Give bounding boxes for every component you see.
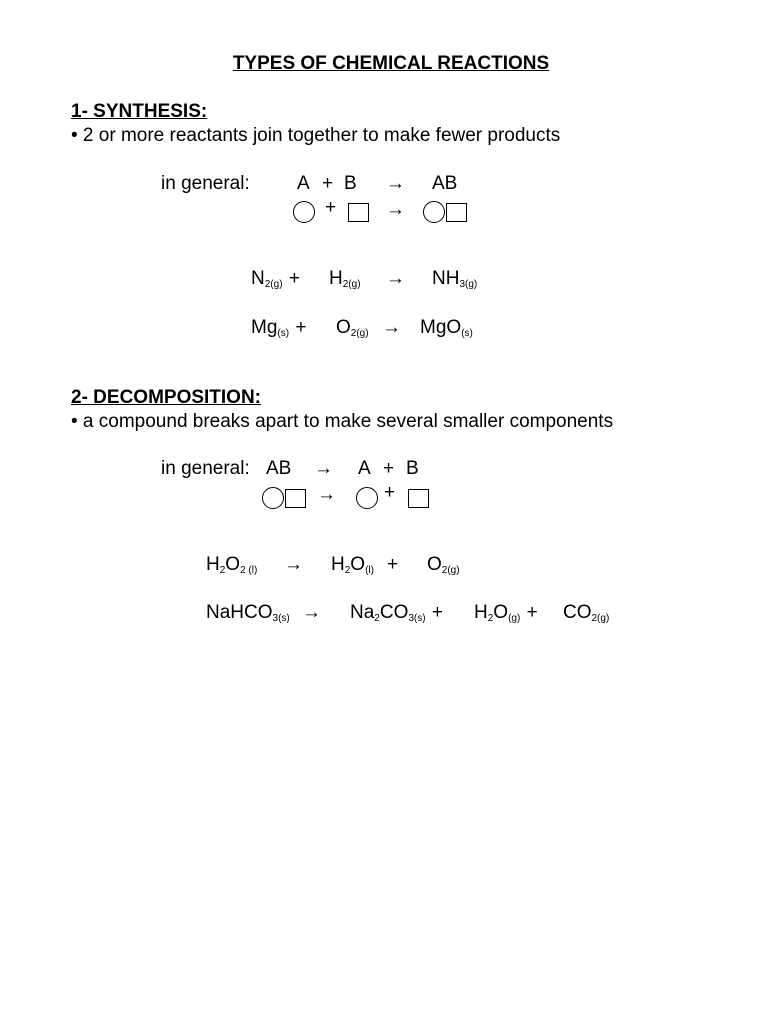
decomposition-general-plus: +	[383, 458, 395, 479]
decomposition-description: • a compound breaks apart to make several smaller components	[71, 411, 614, 432]
synthesis-general-plus: +	[322, 173, 334, 194]
decomposition-general-b: B	[406, 458, 419, 479]
synthesis-equation-1-arrow: →	[386, 268, 405, 289]
decomposition-equation-2-arrow: →	[302, 602, 321, 623]
synthesis-general-product: AB	[432, 173, 458, 194]
decomposition-general-reactant: AB	[266, 458, 292, 479]
decomposition-equation-1-product-1: $H_2O_{(l)}$	[331, 554, 374, 576]
synthesis-equation-1-reactant-2: $H_{2(g)}$	[329, 268, 361, 290]
decomposition-equation-1-arrow: →	[284, 554, 303, 575]
decomposition-equation-2-product-2: $H_2O_{(g)}$ +	[474, 602, 538, 624]
synthesis-equation-2-product: MgO$_{(s)}$	[420, 317, 473, 339]
square-shape	[408, 489, 429, 508]
synthesis-general-b: B	[344, 173, 357, 194]
circle-shape	[356, 487, 378, 509]
page-title: TYPES OF CHEMICAL REACTIONS	[232, 53, 550, 74]
synthesis-equation-2-arrow: →	[382, 317, 401, 338]
synthesis-equation-1-product: $NH_{3(g)}$	[432, 268, 478, 290]
decomposition-equation-1-product-2: $O_{2(g)}$	[427, 554, 460, 576]
square-shape	[285, 489, 306, 508]
square-shape	[446, 203, 467, 222]
synthesis-description: • 2 or more reactants join together to make fewer products	[71, 125, 561, 146]
synthesis-shape-plus: +	[325, 197, 337, 218]
synthesis-heading: 1- SYNTHESIS:	[71, 101, 208, 122]
circle-shape	[423, 201, 445, 223]
decomposition-heading: 2- DECOMPOSITION:	[71, 387, 262, 408]
decomposition-equation-1-plus: +	[387, 554, 399, 575]
synthesis-equation-1: $N_{2(g)}$ +	[251, 268, 300, 290]
decomposition-equation-2-reactant: NaHCO$_{3(s)}$	[206, 602, 290, 624]
synthesis-general-a: A	[297, 173, 310, 194]
decomposition-shape-plus: +	[384, 482, 396, 503]
decomposition-shape-arrow: →	[317, 484, 336, 505]
decomposition-equation-1-reactant: $H_2O_{2 (l)}$	[206, 554, 258, 576]
circle-shape	[293, 201, 315, 223]
decomposition-general-label: in general:	[161, 458, 250, 479]
synthesis-shape-arrow: →	[386, 199, 405, 220]
decomposition-general-arrow: →	[314, 458, 333, 479]
synthesis-equation-2: $Mg_{(s)}$ +	[251, 317, 307, 339]
square-shape	[348, 203, 369, 222]
decomposition-general-a: A	[358, 458, 371, 479]
synthesis-general-label: in general:	[161, 173, 250, 194]
synthesis-general-arrow: →	[386, 173, 405, 194]
circle-shape	[262, 487, 284, 509]
synthesis-equation-2-reactant-2: $O_{2(g)}$	[336, 317, 369, 339]
decomposition-equation-2-product-1: $Na_2CO_{3(s)}$ +	[350, 602, 443, 624]
decomposition-equation-2-product-3: $CO_{2(g)}$	[563, 602, 610, 624]
